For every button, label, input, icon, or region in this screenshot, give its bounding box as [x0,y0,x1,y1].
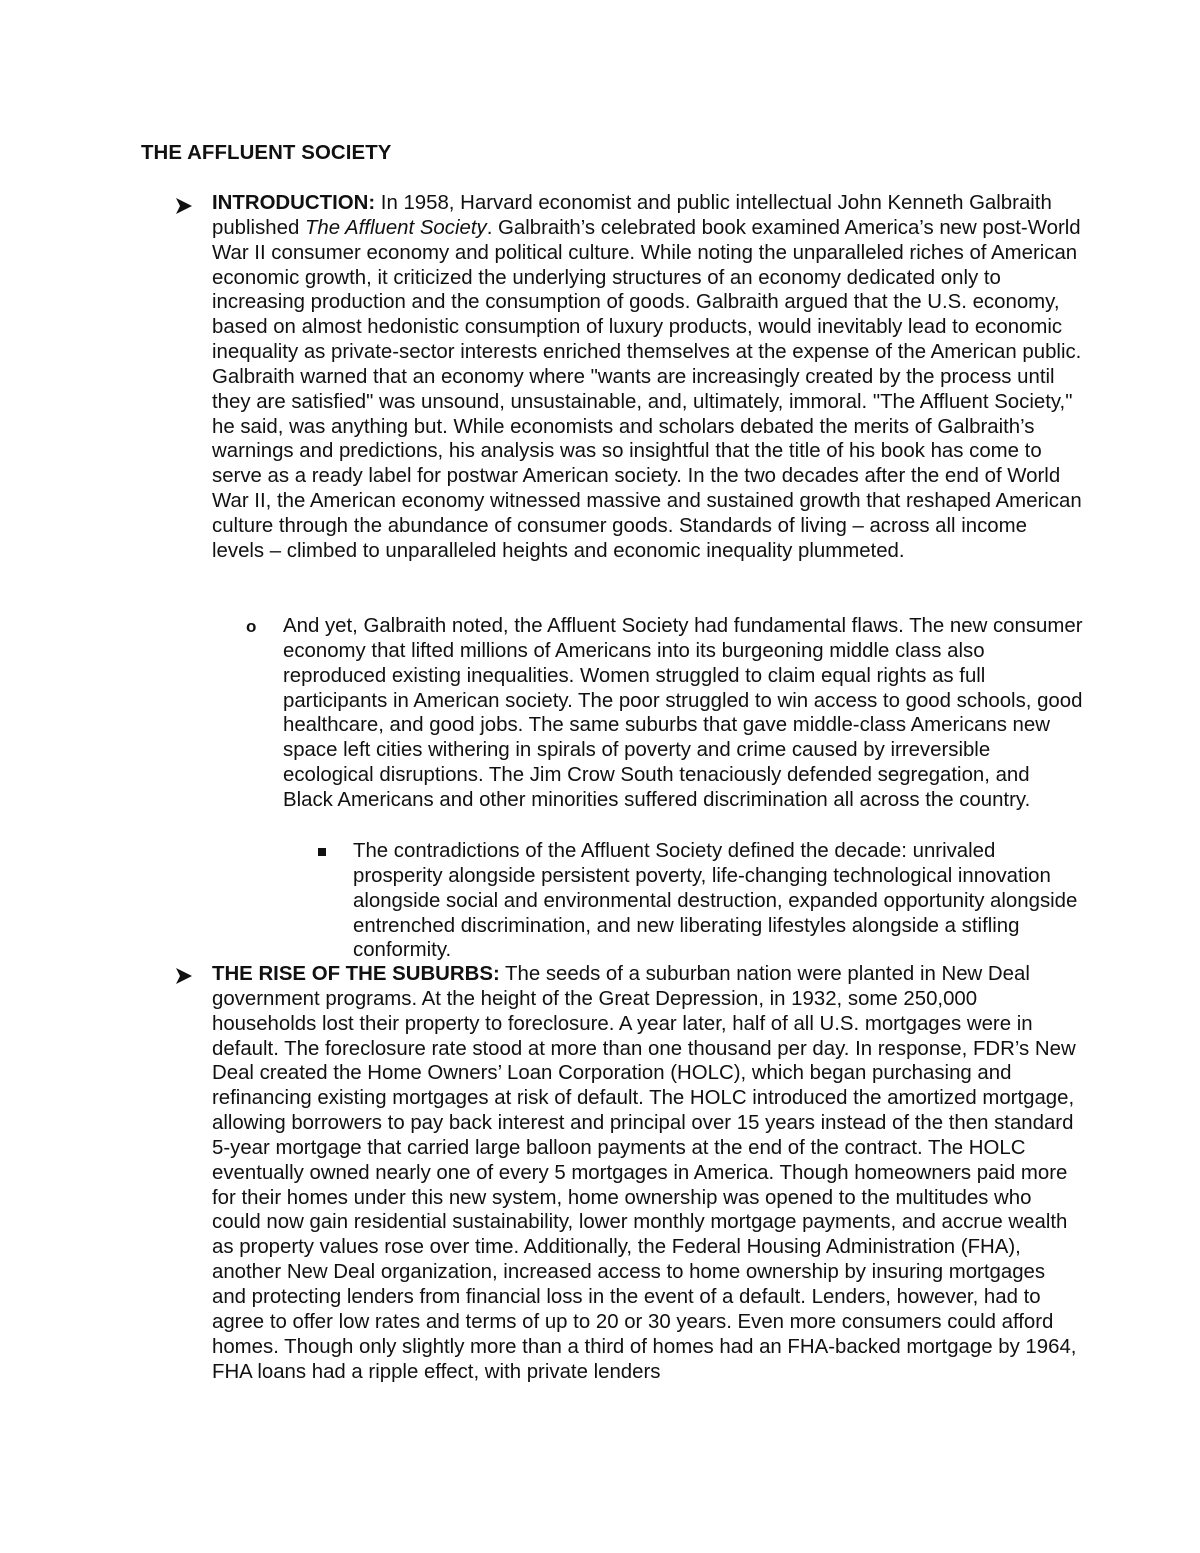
arrow-bullet-icon [174,966,194,986]
suburbs-heading: THE RISE OF THE SUBURBS: [212,963,500,985]
square-bullet-icon [318,848,326,856]
intro-paragraph [212,191,1082,564]
intro-book-title: The Affluent Society [304,216,487,239]
suburbs-paragraph [212,962,1082,1384]
intro-text-rest: . Galbraith’s celebrated book examined America’s new post-World War II consumer economy and political culture. While noting the unparalleled riches of American economic growth, it criticized the underlying structures of an economy dedicated only to increasing production and the consumption of goods. Galbraith argued that the U.S. economy, based on almost hedonistic consumption of luxury products, would inevitably lead to economic inequality as private-sector interests enriched themselves at the expense of the American public. Galbraith warned that an economy where "wants are increasingly created by the process until they are satisfied" was unsound, unsustainable, and, ultimately, immoral. "The Affluent Society," he said, was anything but. While economists and scholars debated the merits of Galbraith’s warnings and predictions, his analysis was so insightful that the title of his book has come to serve as a ready label for postwar American society. In the two decades after the end of World War II, the American economy witnessed massive and sustained growth that reshaped American culture through the abundance of consumer goods. Standards of living – across all income levels – climbed to unparalleled heights and economic inequality plummeted. [212,216,1082,562]
suburbs-text: The seeds of a suburban nation were planted in New Deal government programs. At the height of the Great Depression, in 1932, some 250,000 households lost their property to foreclosure. A year later, half of all U.S. mortgages were in default. The foreclosure rate stood at more than one thousand per day. In response, FDR’s New Deal created the Home Owners’ Loan Corporation (HOLC), which began purchasing and refinancing existing mortgages at risk of default. The HOLC introduced the amortized mortgage, allowing borrowers to pay back interest and principal over 15 years instead of the then standard 5-year mortgage that carried large balloon payments at the end of the contract. The HOLC eventually owned nearly one of every 5 mortgages in America. Though homeowners paid more for their homes under this new system, home ownership was opened to the multitudes who could now gain residential sustainability, lower monthly mortgage payments, and accrue wealth as property values rose over time. Additionally, the Federal Housing Administration (FHA), another New Deal organization, increased access to home ownership by insuring mortgages and protecting lenders from financial loss in the event of a default. Lenders, however, had to agree to offer low rates and terms of up to 20 or 30 years. Even more consumers could afford homes. Though only slightly more than a third of homes had an FHA-backed mortgage by 1964, FHA loans had a ripple effect, with private lenders [212,963,1077,1383]
intro-text-start: In 1958, Harvard economist and public intellectual John Kenneth Galbraith published [212,192,1052,239]
document-title: THE AFFLUENT SOCIETY [141,142,392,164]
sub-point-text: And yet, Galbraith noted, the Affluent Society had fundamental flaws. The new consumer economy that lifted millions of Americans into its burgeoning middle class also reproduced existing inequalities. Women struggled to claim equal rights as full participants in American society. The poor struggled to win access to good schools, good healthcare, and good jobs. The same suburbs that gave middle-class Americans new space left cities withering in spirals of poverty and crime caused by irreversible ecological disruptions. The Jim Crow South tenaciously defended segregation, and Black Americans and other minorities suffered discrimination all across the country. [283,615,1083,811]
sub-point-paragraph [283,614,1083,813]
sub-sub-point-paragraph [353,839,1083,963]
circle-bullet-icon: o [246,617,257,636]
intro-heading: INTRODUCTION: [212,192,376,214]
sub-sub-point-text: The contradictions of the Affluent Society defined the decade: unrivaled prosperity alongside persistent poverty, life-changing technological innovation alongside social and environmental destruction, expanded opportunity alongside entrenched discrimination, and new liberating lifestyles alongside a stifling conformity. [353,840,1078,962]
arrow-bullet-icon [174,196,194,216]
